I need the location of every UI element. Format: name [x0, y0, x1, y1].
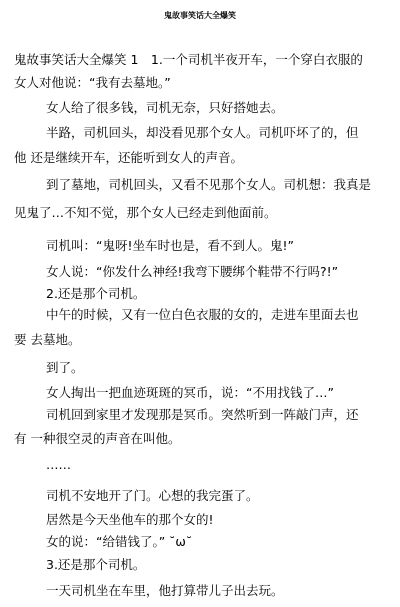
- paragraph-line: ……: [46, 457, 71, 472]
- paragraph-line: 到了。: [46, 360, 84, 375]
- paragraph-line: 2.还是那个司机。: [46, 286, 146, 301]
- paragraph-line: 一天司机坐在车里，他打算带儿子出去玩。: [46, 583, 284, 598]
- paragraph-line: 有 一种很空灵的声音在叫他。: [14, 431, 181, 446]
- paragraph-line: 司机不安地开了门。心想的我完蛋了。: [46, 488, 259, 503]
- paragraph-line: 居然是今天坐他车的那个女的!: [46, 512, 214, 527]
- paragraph-line: 要 去墓地。: [14, 332, 81, 347]
- paragraph-line: 半路，司机回头，却没看见那个女人。司机吓坏了的，但: [46, 125, 359, 140]
- paragraph-line: 他 还是继续开车，还能听到女人的声音。: [14, 150, 243, 165]
- paragraph-line: 女人给了很多钱，司机无奈，只好搭她去。: [46, 100, 284, 115]
- paragraph-line: 女人对他说：“我有去墓地。”: [14, 75, 171, 90]
- paragraph-line: 女的说：“给错钱了。” ˘ω˘: [46, 534, 193, 549]
- paragraph-line: 女人说：“你发什么神经!我弯下腰绑个鞋带不行吗?!”: [46, 264, 339, 279]
- paragraph-line: 中午的时候，又有一位白色衣服的女的，走进车里面去也: [46, 307, 359, 322]
- paragraph-line: 3.还是那个司机。: [46, 557, 146, 572]
- paragraph-line: 司机回到家里才发现那是冥币。突然听到一阵敲门声，还: [46, 407, 359, 422]
- paragraph-line: 司机叫：“鬼呀!坐车时也是，看不到人。鬼!”: [46, 238, 294, 253]
- paragraph-line: 鬼故事笑话大全爆笑 1 1.一个司机半夜开车，一个穿白衣服的: [14, 52, 363, 67]
- paragraph-line: 女人掏出一把血迹斑斑的冥币，说：“不用找钱了…”: [46, 385, 334, 400]
- paragraph-line: 到了墓地，司机回头，又看不见那个女人。司机想：我真是: [46, 177, 372, 192]
- page-title: 鬼故事笑话大全爆笑: [164, 11, 236, 20]
- paragraph-line: 见鬼了…不知不觉，那个女人已经走到他面前。: [14, 205, 277, 220]
